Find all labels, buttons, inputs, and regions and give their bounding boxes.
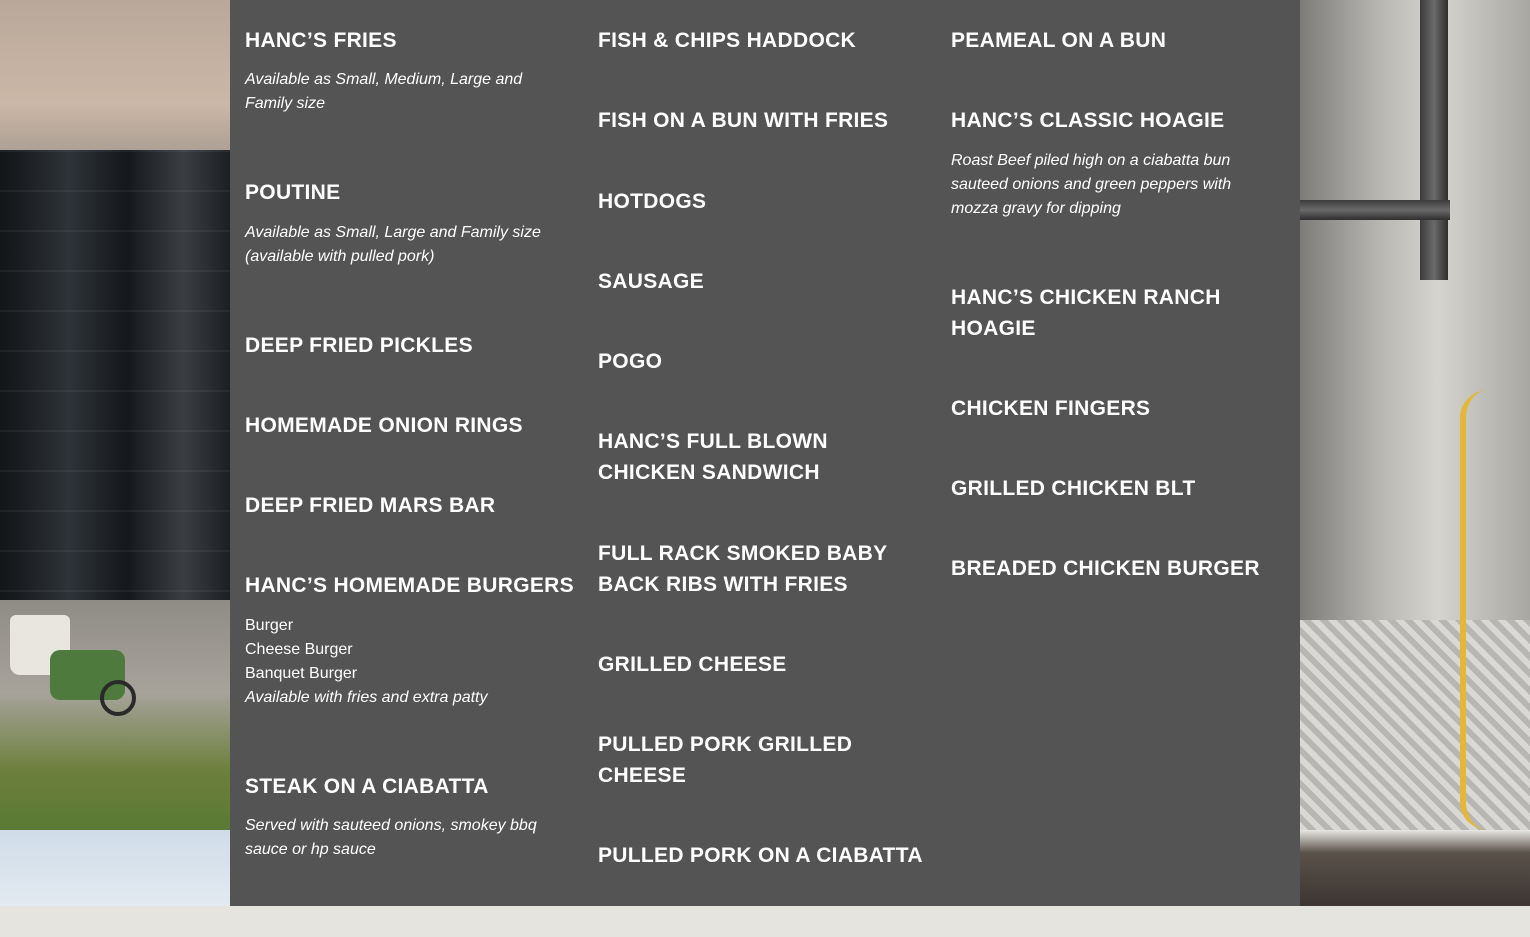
menu-panel [230,0,1300,906]
menu-item-sausage [598,266,928,297]
background-lower-right [1300,830,1530,906]
menu-item-title: BREADED CHICKEN BURGER [951,557,1260,580]
menu-item-fries [245,25,575,116]
menu-item-chicken-fingers [951,393,1271,424]
background-lower-left [0,830,230,906]
food-trailer [0,150,230,670]
menu-item-grilled-cheese [598,649,928,680]
menu-item-description: Available with fries and extra patty [245,689,488,706]
menu-item-description: Roast Beef piled high on a ciabatta bun sauteed onions and green peppers with mozza gravy for dipping [951,152,1232,217]
menu-item-title: PULLED PORK GRILLED CHEESE [598,733,853,787]
menu-item-mars-bar [245,490,575,521]
menu-item-grilled-chicken-blt [951,473,1271,504]
menu-item-peameal [951,25,1271,56]
menu-item-title: HANC’S CHICKEN RANCH HOAGIE [951,286,1221,340]
menu-item-title: STEAK ON A CIABATTA [245,775,489,798]
menu-item-description: Available as Small, Large and Family size (available with pulled pork) [245,224,541,265]
menu-item-title: CHICKEN FINGERS [951,397,1151,420]
footer-strip [0,906,1530,937]
menu-item-title: GRILLED CHICKEN BLT [951,477,1196,500]
menu-item-pulled-pork-grilled-cheese [598,729,858,791]
menu-item-title: SAUSAGE [598,270,704,293]
menu-item-title: HANC’S FRIES [245,29,397,52]
diamond-plate [1300,620,1530,830]
menu-item-classic-hoagie [951,105,1271,221]
menu-item-ribs [598,538,888,600]
background-photo-right [1300,0,1530,906]
yellow-hose [1460,390,1488,830]
menu-item-pulled-pork-ciabatta [598,840,928,871]
dolly-wheel [100,680,136,716]
menu-item-title: PULLED PORK ON A CIABATTA [598,844,923,867]
menu-item-title: DEEP FRIED PICKLES [245,334,473,357]
menu-item-title: HANC’S HOMEMADE BURGERS [245,574,574,597]
menu-item-title: GRILLED CHEESE [598,653,787,676]
menu-item-pickles [245,330,575,361]
menu-item-title: POGO [598,350,663,373]
menu-item-title: PEAMEAL ON A BUN [951,29,1167,52]
menu-item-title: HANC’S FULL BLOWN CHICKEN SANDWICH [598,430,828,484]
menu-item-title: FISH ON A BUN WITH FRIES [598,109,889,132]
menu-item-pogo [598,346,928,377]
menu-item-fish-chips [598,25,928,56]
menu-item-option: Cheese Burger [245,641,353,658]
menu-item-title: POUTINE [245,181,341,204]
menu-item-hotdogs [598,186,928,217]
menu-item-poutine [245,177,575,269]
menu-item-breaded-chicken-burger [951,553,1271,584]
menu-item-title: HOMEMADE ONION RINGS [245,414,523,437]
menu-item-option: Banquet Burger [245,665,358,682]
menu-item-title: DEEP FRIED MARS BAR [245,494,496,517]
pipe-horizontal [1300,200,1450,220]
menu-item-burgers [245,570,575,710]
menu-item-ranch-hoagie [951,282,1231,344]
menu-item-option: Burger [245,617,294,634]
menu-item-description: Available as Small, Medium, Large and Family size [245,71,523,112]
menu-item-steak [245,771,575,862]
menu-item-fish-bun [598,105,928,136]
pipe [1420,0,1448,280]
menu-item-description: Served with sauteed onions, smokey bbq sauce or hp sauce [245,817,537,858]
background-photo-left [0,0,230,906]
menu-item-title: HOTDOGS [598,190,707,213]
menu-item-title: FISH & CHIPS HADDOCK [598,29,857,52]
menu-item-chicken-sandwich [598,426,928,488]
menu-item-title: FULL RACK SMOKED BABY BACK RIBS WITH FRIES [598,542,888,596]
menu-item-title: HANC’S CLASSIC HOAGIE [951,109,1225,132]
menu-item-onion-rings [245,410,575,441]
